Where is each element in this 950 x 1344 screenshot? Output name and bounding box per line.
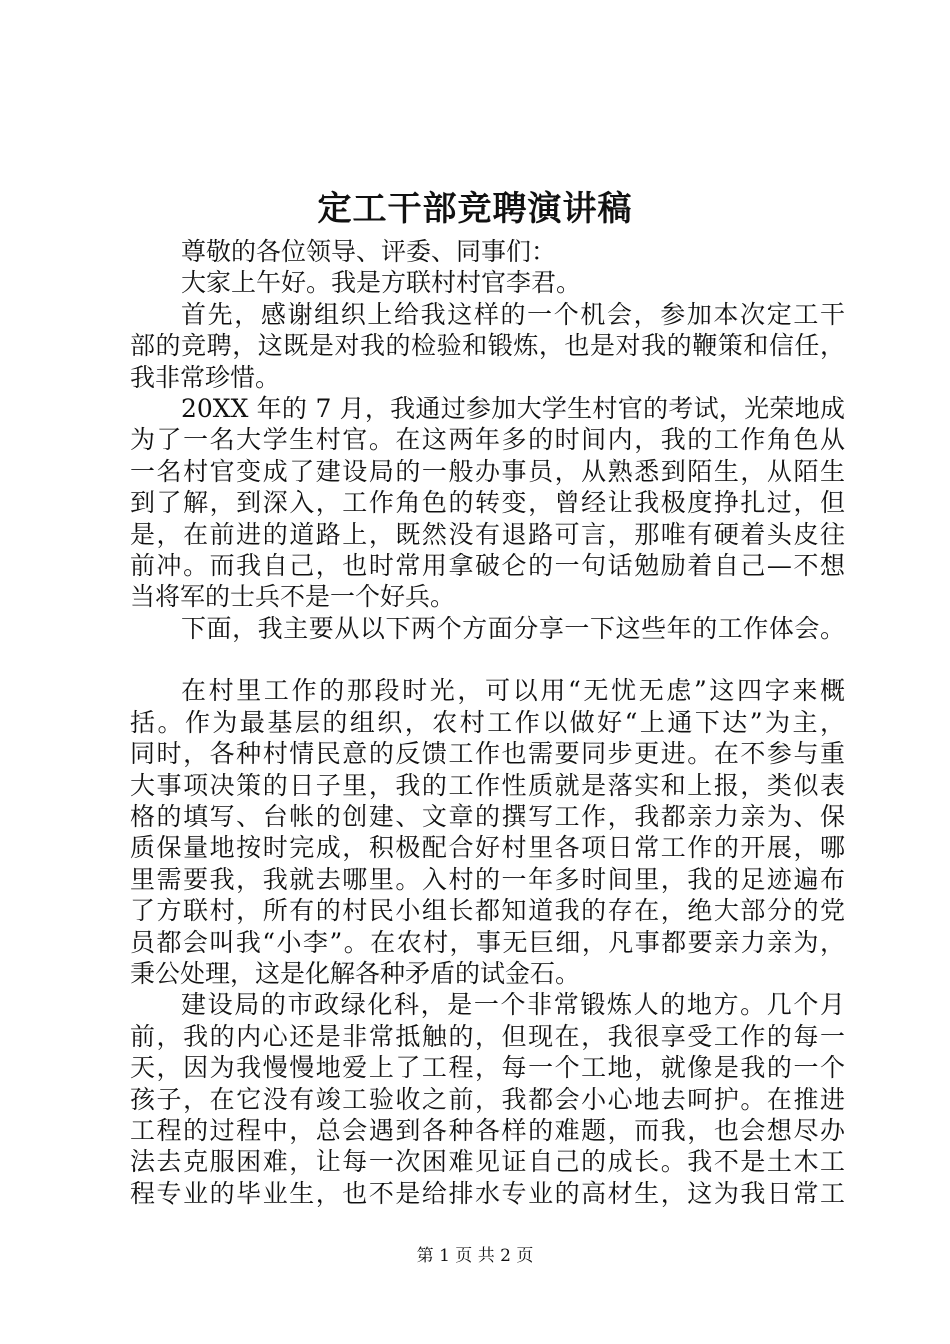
body-text-line: 下面，我主要从以下两个方面分享一下这些年的工作体会。: [181, 613, 845, 643]
body-text-line: 我非常珍惜。: [130, 362, 281, 392]
body-text-line: 员都会叫我“小李”。在农村，事无巨细，凡事都要亲力亲为，: [130, 927, 845, 957]
body-text-line: 前冲。而我自己，也时常用拿破仑的一句话勉励着自己—不想: [130, 550, 845, 580]
body-text-line: 同时，各种村情民意的反馈工作也需要同步更进。在不参与重: [130, 739, 845, 769]
body-text-line: 了方联村，所有的村民小组长都知道我的存在，绝大部分的党: [130, 896, 845, 926]
body-text-line: 程专业的毕业生，也不是给排水专业的高材生，这为我日常工: [130, 1178, 845, 1208]
body-text-line: 孩子，在它没有竣工验收之前，我都会小心地去呵护。在推进: [130, 1084, 845, 1114]
body-text-line: 到了解，到深入，工作角色的转变，曾经让我极度挣扎过，但: [130, 488, 845, 518]
body-text-line: 质保量地按时完成，积极配合好村里各项日常工作的开展，哪: [130, 833, 845, 863]
body-text-line: 里需要我，我就去哪里。入村的一年多时间里，我的足迹遍布: [130, 864, 845, 894]
body-text-line: 天，因为我慢慢地爱上了工程，每一个工地，就像是我的一个: [130, 1053, 845, 1083]
body-text-line: 在村里工作的那段时光，可以用“无忧无虑”这四字来概: [181, 676, 845, 706]
body-text-line: 建设局的市政绿化科，是一个非常锻炼人的地方。几个月: [181, 990, 845, 1020]
body-text-line: 前，我的内心还是非常抵触的，但现在，我很享受工作的每一: [130, 1021, 845, 1051]
body-text-line: 一名村官变成了建设局的一般办事员，从熟悉到陌生，从陌生: [130, 456, 845, 486]
body-text-line: 大事项决策的日子里，我的工作性质就是落实和上报，类似表: [130, 770, 845, 800]
body-text-line: 首先，感谢组织上给我这样的一个机会，参加本次定工干: [181, 299, 845, 329]
body-text-line: 部的竞聘，这既是对我的检验和锻炼，也是对我的鞭策和信任，: [130, 331, 845, 361]
body-text-line: 工程的过程中，总会遇到各种各样的难题，而我，也会想尽办: [130, 1115, 845, 1145]
body-text-line: 大家上午好。我是方联村村官李君。: [181, 268, 582, 298]
body-text-line: 是，在前进的道路上，既然没有退路可言，那唯有硬着头皮往: [130, 519, 845, 549]
document-title: 定工干部竞聘演讲稿: [317, 189, 633, 229]
body-text-line: 当将军的士兵不是一个好兵。: [130, 582, 456, 612]
body-text-line: 尊敬的各位领导、评委、同事们：: [181, 237, 557, 266]
blank-line: [130, 644, 845, 675]
body-text-line: 括。作为最基层的组织，农村工作以做好“上通下达”为主，: [130, 707, 845, 737]
body-text-line: 秉公处理，这是化解各种矛盾的试金石。: [130, 958, 581, 988]
body-text-line: 为了一名大学生村官。在这两年多的时间内，我的工作角色从: [130, 425, 845, 455]
document-body: [130, 236, 845, 1209]
page-number-footer: 第 1 页 共 2 页: [416, 1246, 534, 1266]
body-text-line: 法去克服困难，让每一次困难见证自己的成长。我不是土木工: [130, 1147, 845, 1177]
body-text-line: 格的填写、台帐的创建、文章的撰写工作，我都亲力亲为、保: [130, 802, 845, 832]
body-text-line: 20XX 年的 7 月，我通过参加大学生村官的考试，光荣地成: [181, 393, 845, 423]
